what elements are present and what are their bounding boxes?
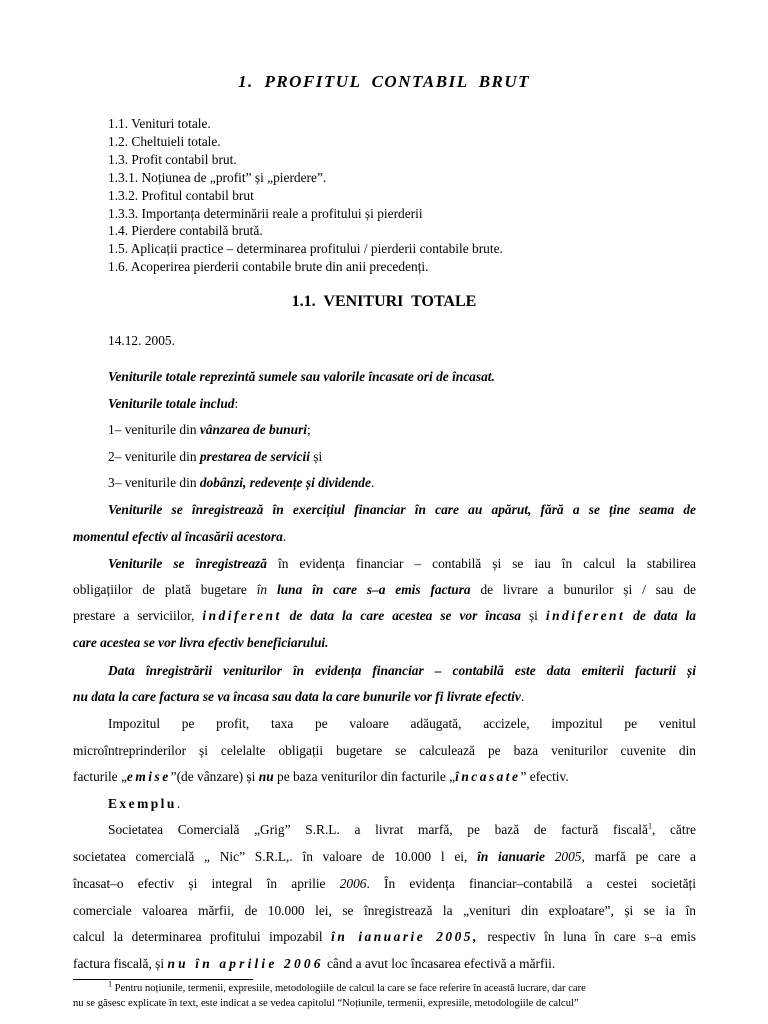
list-item [108,475,731,491]
italic-text: 2006 [339,876,367,891]
paragraph-line [108,556,696,572]
paragraph-line [73,608,696,624]
toc-item: 1.3.2. Profitul contabil brut [108,187,254,203]
emphasis-text: de data la care acestea se vor încasa [281,608,521,623]
toc-item: 1.3. Profit contabil brut. [108,151,237,167]
toc-item: 1.3.1. Noțiunea de „profit” și „pierdere”. [108,169,327,185]
body-text: facturile „ [73,769,127,784]
footnote-line [108,979,696,994]
toc-item: 1.2. Cheltuieli totale. [108,133,221,149]
spaced-emphasis: indiferent [545,608,626,623]
body-text: prestare a serviciilor, [73,608,203,623]
toc-item: 1.6. Acoperirea pierderii contabile brute din anii precedenți. [108,259,429,275]
list-item [108,449,731,465]
footnote-mark: 1 [108,979,112,989]
list-item-prefix: 1– veniturile din [108,422,200,437]
list-item-suffix: . [370,475,375,490]
emphasis-text: de data la [625,608,696,623]
emphasis-text: nu [258,769,274,784]
list-item-emphasis: prestarea de servicii [199,449,310,464]
list-item [108,422,731,438]
body-text: de livrare a bunurilor și / sau de [470,582,697,597]
spaced-emphasis: indiferent [202,608,282,623]
body-text: , către [651,822,696,837]
paragraph-line: Impozitul pe profit, taxa pe valoare adăugată, accizele, impozitul pe venitul [108,716,696,731]
paragraph-line: microîntreprinderilor și celelalte obligații bugetare se calculează pe baza veniturilor cuvenite din [73,743,696,758]
body-text: încasat–o efectiv și integral în aprilie [73,876,340,891]
paragraph-line: Veniturile se înregistrează în exercițiul financiar în care au apărut, fără a se ține seama de [108,502,696,517]
body-text: în evidența financiar – contabilă și se iau în calcul la stabilirea [266,556,696,571]
emphasis-text: în ianuarie [477,849,545,864]
body-text: Societatea Comercială „Grig” S.R.L. a livrat marfă, pe bază de factură fiscală [108,822,648,837]
body-text: societatea comercială „ Nic” S.R.L,. în valoare de 10.000 l ei, [73,849,478,864]
paragraph-line [73,769,696,785]
footnote-reference[interactable]: 1 [647,821,652,831]
italic-text: în [256,582,277,597]
paragraph-line [73,929,696,945]
emphasis-text: momentul efectiv al încasării acestora [73,529,283,544]
section-heading: 1.1. VENITURI TOTALE [291,293,477,310]
list-item-prefix: 3– veniturile din [108,475,200,490]
body-text: obligațiilor de plată bugetare [73,582,257,597]
list-item-emphasis: dobânzi, redevențe și dividende [199,475,371,490]
table-of-contents [108,115,503,276]
list-item-prefix: 2– veniturile din [108,449,200,464]
body-text: pe baza veniturilor din facturile „ [273,769,456,784]
toc-item: 1.1. Venituri totale. [108,116,211,131]
paragraph-line: momentul efectiv al încasării acestora. [73,529,287,544]
emphasis-text: luna în care s–a emis factura [276,582,471,597]
spaced-emphasis: în ianuarie 2005, [331,929,479,944]
emphasis-text: Veniturile se înregistrează [108,556,267,571]
paragraph-line [73,849,696,865]
footnote-line: nu se găsesc explicate în text, este indicat a se vedea capitolul “Noțiunile, termenii, expresiile, metodologiile de calcul” [73,998,579,1009]
body-text: . În evidența financiar–contabilă a cestei societăți [366,876,696,891]
date-line: 14.12. 2005. [108,333,175,348]
spaced-emphasis: încasate [455,769,521,784]
list-item-suffix: ; [307,422,311,437]
body-text: când a avut loc încasarea efectivă a mărfii. [323,956,556,971]
paragraph-line [73,876,696,892]
chapter-title: 1. PROFITUL CONTABIL BRUT [237,72,531,91]
body-text: ”(de vânzare) și [170,769,259,784]
body-text: respectiv în luna în care s–a emis [478,929,696,944]
paragraph-line [108,822,696,838]
include-intro-text: Veniturile totale includ [108,396,235,411]
body-text: marfă pe care a [584,849,696,864]
paragraph-line: Data înregistrării veniturilor în evidența financiar – contabilă este data emiterii facturii și [108,663,696,678]
paragraph-line [73,582,696,598]
spaced-emphasis: emise [126,769,171,784]
body-text: calcul la determinarea profitului impozabil [73,929,332,944]
include-intro: Veniturile totale includ: [108,396,239,411]
italic-text: 2005, [544,849,585,864]
example-heading: Exemplu. [108,796,181,811]
toc-item: 1.3.3. Importanța determinării reale a profitului și pierderii [108,205,423,221]
list-item-suffix: și [309,449,323,464]
paragraph-line: care acestea se vor livra efectiv beneficiarului. [73,635,329,650]
toc-item: 1.5. Aplicații practice – determinarea profitului / pierderii contabile brute. [108,241,503,257]
body-text: ” efectiv. [520,769,569,784]
paragraph-line [73,956,696,972]
paragraph-line: comerciale valoarea mărfii, de 10.000 lei, se înregistrează la „venituri din exploatare”, și se ia în [73,903,696,918]
footnote-separator [73,979,253,980]
footnote-text: Pentru noțiunile, termenii, expresiile, metodologiile de calcul la care se face referire în această lucrare, dar care [112,983,586,994]
toc-item: 1.4. Pierdere contabilă brută. [108,223,263,239]
list-item-emphasis: vânzarea de bunuri [199,422,308,437]
emphasis-text: nu data la care factura se va încasa sau data la care bunurile vor fi livrate efectiv [73,689,521,704]
spaced-emphasis: nu în aprilie 2006 [167,956,324,971]
body-text: și [521,608,546,623]
definition-paragraph: Veniturile totale reprezintă sumele sau valorile încasate ori de încasat. [108,369,495,384]
body-text: factura fiscală, și [73,956,168,971]
paragraph-line: nu data la care factura se va încasa sau data la care bunurile vor fi livrate efectiv. [73,689,525,704]
example-label: Exemplu [108,796,177,811]
